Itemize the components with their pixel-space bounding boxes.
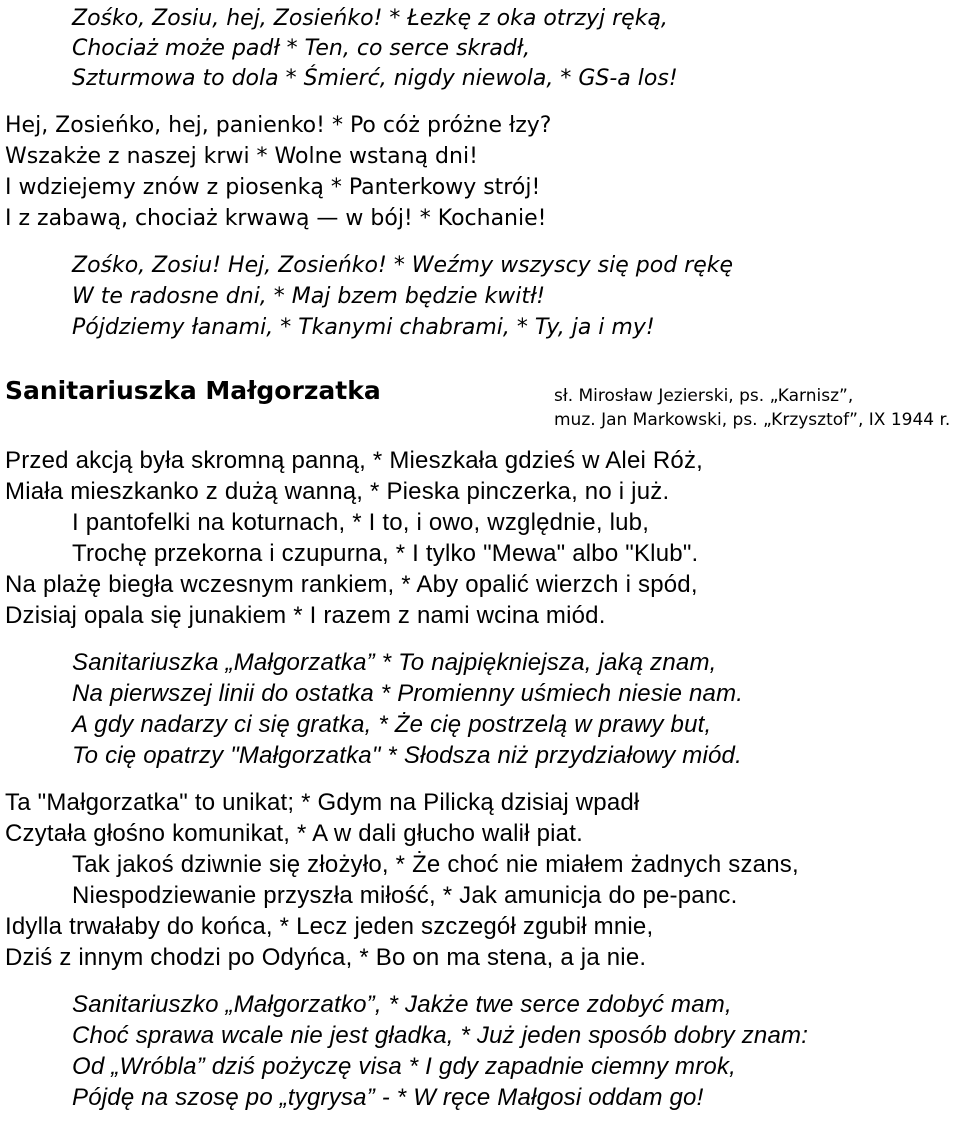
lyric-line: Hej, Zosieńko, hej, panienko! * Po cóż próżne łzy?	[5, 113, 552, 138]
lyric-line: Na plażę biegła wczesnym rankiem, * Aby opalić wierzch i spód,	[5, 571, 698, 598]
lyric-line: Wszakże z naszej krwi * Wolne wstaną dni!	[5, 144, 478, 169]
lyric-line: Choć sprawa wcale nie jest gładka, * Już jeden sposób dobry znam:	[72, 1022, 809, 1049]
lyric-line: I wdziejemy znów z piosenką * Panterkowy strój!	[5, 175, 541, 200]
lyric-line: W te radosne dni, * Maj bzem będzie kwitł!	[72, 284, 546, 309]
lyric-line: Miała mieszkanko z dużą wanną, * Pieska pinczerka, no i już.	[5, 478, 670, 505]
song-title: Sanitariuszka Małgorzatka	[5, 376, 381, 405]
credit-music: muz. Jan Markowski, ps. „Krzysztof”, IX 1944 r.	[554, 410, 951, 430]
lyric-line: Niespodziewanie przyszła miłość, * Jak amunicja do pe-panc.	[72, 882, 738, 909]
lyric-line: I z zabawą, chociaż krwawą — w bój! * Kochanie!	[5, 206, 547, 231]
lyric-line: Trochę przekorna i czupurna, * I tylko "Mewa" albo "Klub".	[72, 540, 699, 567]
lyric-line: Dziś z innym chodzi po Odyńca, * Bo on ma stena, a ja nie.	[5, 944, 647, 971]
lyric-line: Pójdę na szosę po „tygrysa” - * W ręce Małgosi oddam go!	[72, 1084, 704, 1111]
lyric-line: Dzisiaj opala się junakiem * I razem z nami wcina miód.	[5, 602, 606, 629]
lyric-line: Ta "Małgorzatka" to unikat; * Gdym na Pilicką dzisiaj wpadł	[5, 789, 640, 816]
lyric-line: Przed akcją była skromną panną, * Mieszkała gdzieś w Alei Róż,	[5, 447, 704, 474]
lyric-line: Zośko, Zosiu, hej, Zosieńko! * Łezkę z oka otrzyj ręką,	[72, 6, 668, 31]
lyric-line: I pantofelki na koturnach, * I to, i owo, względnie, lub,	[72, 509, 650, 536]
lyric-line: Od „Wróbla” dziś pożyczę visa * I gdy zapadnie ciemny mrok,	[72, 1053, 737, 1080]
lyric-line: Sanitariuszko „Małgorzatko”, * Jakże twe serce zdobyć mam,	[72, 991, 732, 1018]
lyric-line: Czytała głośno komunikat, * A w dali głucho walił piat.	[5, 820, 583, 847]
lyric-line: Sanitariuszka „Małgorzatka” * To najpiękniejsza, jaką znam,	[72, 649, 717, 676]
lyric-line: Zośko, Zosiu! Hej, Zosieńko! * Weźmy wszyscy się pod rękę	[72, 253, 734, 278]
lyric-line: Szturmowa to dola * Śmierć, nigdy niewola, * GS-a los!	[72, 66, 678, 91]
lyric-line: Na pierwszej linii do ostatka * Promienny uśmiech niesie nam.	[72, 680, 744, 707]
lyric-line: To cię opatrzy "Małgorzatka" * Słodsza niż przydziałowy miód.	[72, 742, 742, 769]
lyric-line: Pójdziemy łanami, * Tkanymi chabrami, * Ty, ja i my!	[72, 315, 655, 340]
lyric-line: Tak jakoś dziwnie się złożyło, * Że choć nie miałem żadnych szans,	[72, 851, 799, 878]
lyric-line: A gdy nadarzy ci się gratka, * Że cię postrzelą w prawy but,	[72, 711, 712, 738]
lyric-line: Idylla trwałaby do końca, * Lecz jeden szczegół zgubił mnie,	[5, 913, 654, 940]
lyric-line: Chociaż może padł * Ten, co serce skradł,	[72, 36, 531, 61]
credit-words: sł. Mirosław Jezierski, ps. „Karnisz”,	[554, 386, 854, 406]
